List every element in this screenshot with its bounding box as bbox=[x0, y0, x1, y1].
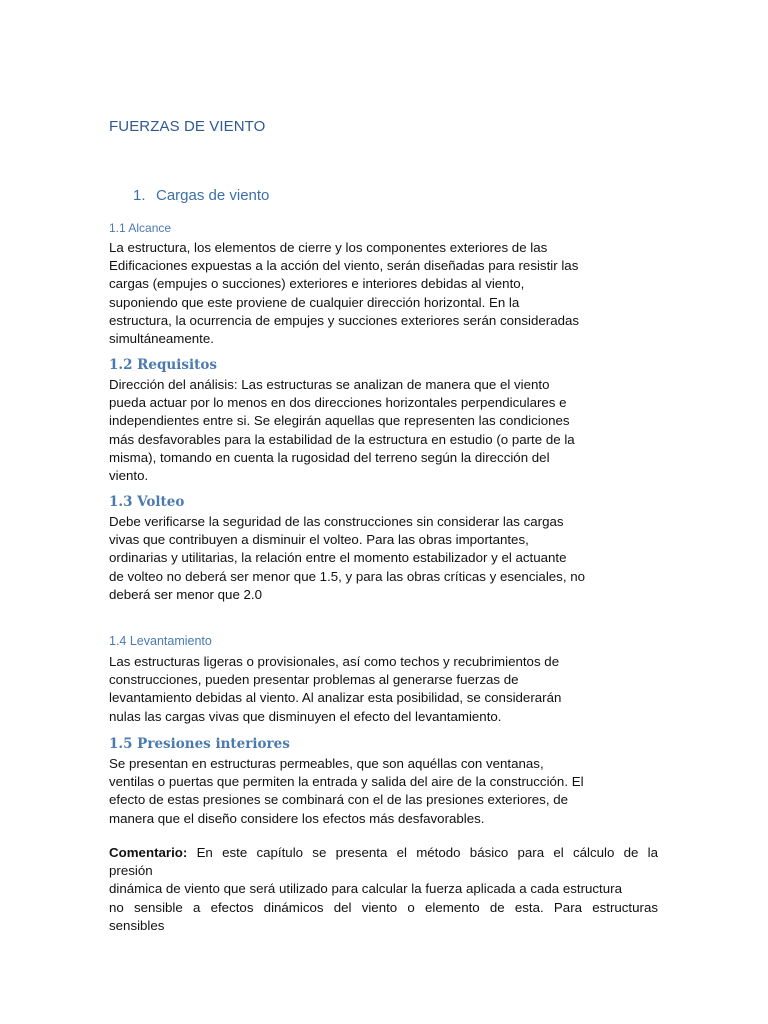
paragraph-line: más desfavorables para la estabilidad de la estructura en estudio (o parte de la bbox=[109, 431, 575, 447]
paragraph-line: Se presentan en estructuras permeables, que son aquéllas con ventanas, bbox=[109, 756, 544, 771]
section-1-3-heading: 1.3 Volteo bbox=[109, 494, 185, 510]
paragraph-line: cargas (empujes o succiones) exteriores e interiores debidas al viento, bbox=[109, 276, 525, 292]
section-1-1-paragraph bbox=[109, 239, 634, 348]
paragraph-line: independientes entre si. Se elegirán aquellas que representen las condiciones bbox=[109, 413, 570, 429]
paragraph-line bbox=[109, 844, 658, 862]
section-1-4-paragraph bbox=[109, 653, 634, 726]
paragraph-line: estructura, la ocurrencia de empujes y succiones exteriores serán consideradas bbox=[109, 312, 580, 328]
section-1-2-paragraph bbox=[109, 376, 634, 485]
section-1-4-heading: 1.4 Levantamiento bbox=[109, 634, 212, 648]
section-1-1-heading: 1.1 Alcance bbox=[109, 221, 172, 235]
paragraph-line: construcciones, pueden presentar problemas al generarse fuerzas de bbox=[109, 672, 519, 688]
paragraph-line: no sensible a efectos dinámicos del viento o elemento de esta. Para estructuras bbox=[109, 899, 658, 915]
section-1-3-paragraph bbox=[109, 513, 634, 604]
paragraph-line: misma), tomando en cuenta la rugosidad del terreno según la dirección del bbox=[109, 449, 550, 465]
paragraph-line: ordinarias y utilitarias, la relación entre el momento estabilizador y el actuante bbox=[109, 550, 567, 566]
paragraph-line: La estructura, los elementos de cierre y los componentes exteriores de las bbox=[109, 240, 548, 255]
comment-paragraph bbox=[109, 844, 658, 935]
paragraph-line: manera que el diseño considere los efectos más desfavorables. bbox=[109, 810, 485, 826]
paragraph-line: presión bbox=[109, 863, 153, 879]
comment-text: En este capítulo se presenta el método básico para el cálculo de la bbox=[187, 845, 658, 860]
paragraph-line: suponiendo que este proviene de cualquier dirección horizontal. En la bbox=[109, 294, 520, 310]
paragraph-line: ventilas o puertas que permiten la entrada y salida del aire de la construcción. El bbox=[109, 774, 584, 790]
section-1-5-paragraph bbox=[109, 755, 634, 828]
paragraph-line: efecto de estas presiones se combinará con el de las presiones exteriores, de bbox=[109, 792, 569, 808]
paragraph-line: Edificaciones expuestas a la acción del viento, serán diseñadas para resistir las bbox=[109, 258, 579, 274]
section-1-heading bbox=[133, 187, 269, 204]
paragraph-line: dinámica de viento que será utilizado para calcular la fuerza aplicada a cada estructura bbox=[109, 881, 622, 897]
paragraph-line: nulas las cargas vivas que disminuyen el efecto del levantamiento. bbox=[109, 708, 502, 724]
paragraph-line: Dirección del análisis: Las estructuras se analizan de manera que el viento bbox=[109, 377, 550, 392]
section-1-5-heading: 1.5 Presiones interiores bbox=[109, 736, 290, 752]
paragraph-line: viento. bbox=[109, 468, 149, 484]
paragraph-line: vivas que contribuyen a disminuir el volteo. Para las obras importantes, bbox=[109, 532, 529, 548]
paragraph-line: levantamiento debidas al viento. Al analizar esta posibilidad, se considerarán bbox=[109, 690, 562, 706]
paragraph-line: Las estructuras ligeras o provisionales, así como techos y recubrimientos de bbox=[109, 654, 560, 669]
paragraph-line: sensibles bbox=[109, 917, 165, 933]
document-title: FUERZAS DE VIENTO bbox=[109, 118, 266, 135]
section-1-title: Cargas de viento bbox=[156, 187, 270, 204]
paragraph-line: simultáneamente. bbox=[109, 331, 214, 347]
paragraph-line: de volteo no deberá ser menor que 1.5, y para las obras críticas y esenciales, no bbox=[109, 568, 586, 584]
paragraph-line: Debe verificarse la seguridad de las construcciones sin considerar las cargas bbox=[109, 514, 564, 529]
paragraph-line: pueda actuar por lo menos en dos direcciones horizontales perpendiculares e bbox=[109, 395, 567, 411]
paragraph-line: deberá ser menor que 2.0 bbox=[109, 586, 263, 602]
section-1-2-heading: 1.2 Requisitos bbox=[109, 357, 217, 373]
section-1-number: 1. bbox=[133, 187, 146, 204]
comment-label: Comentario: bbox=[109, 845, 188, 860]
